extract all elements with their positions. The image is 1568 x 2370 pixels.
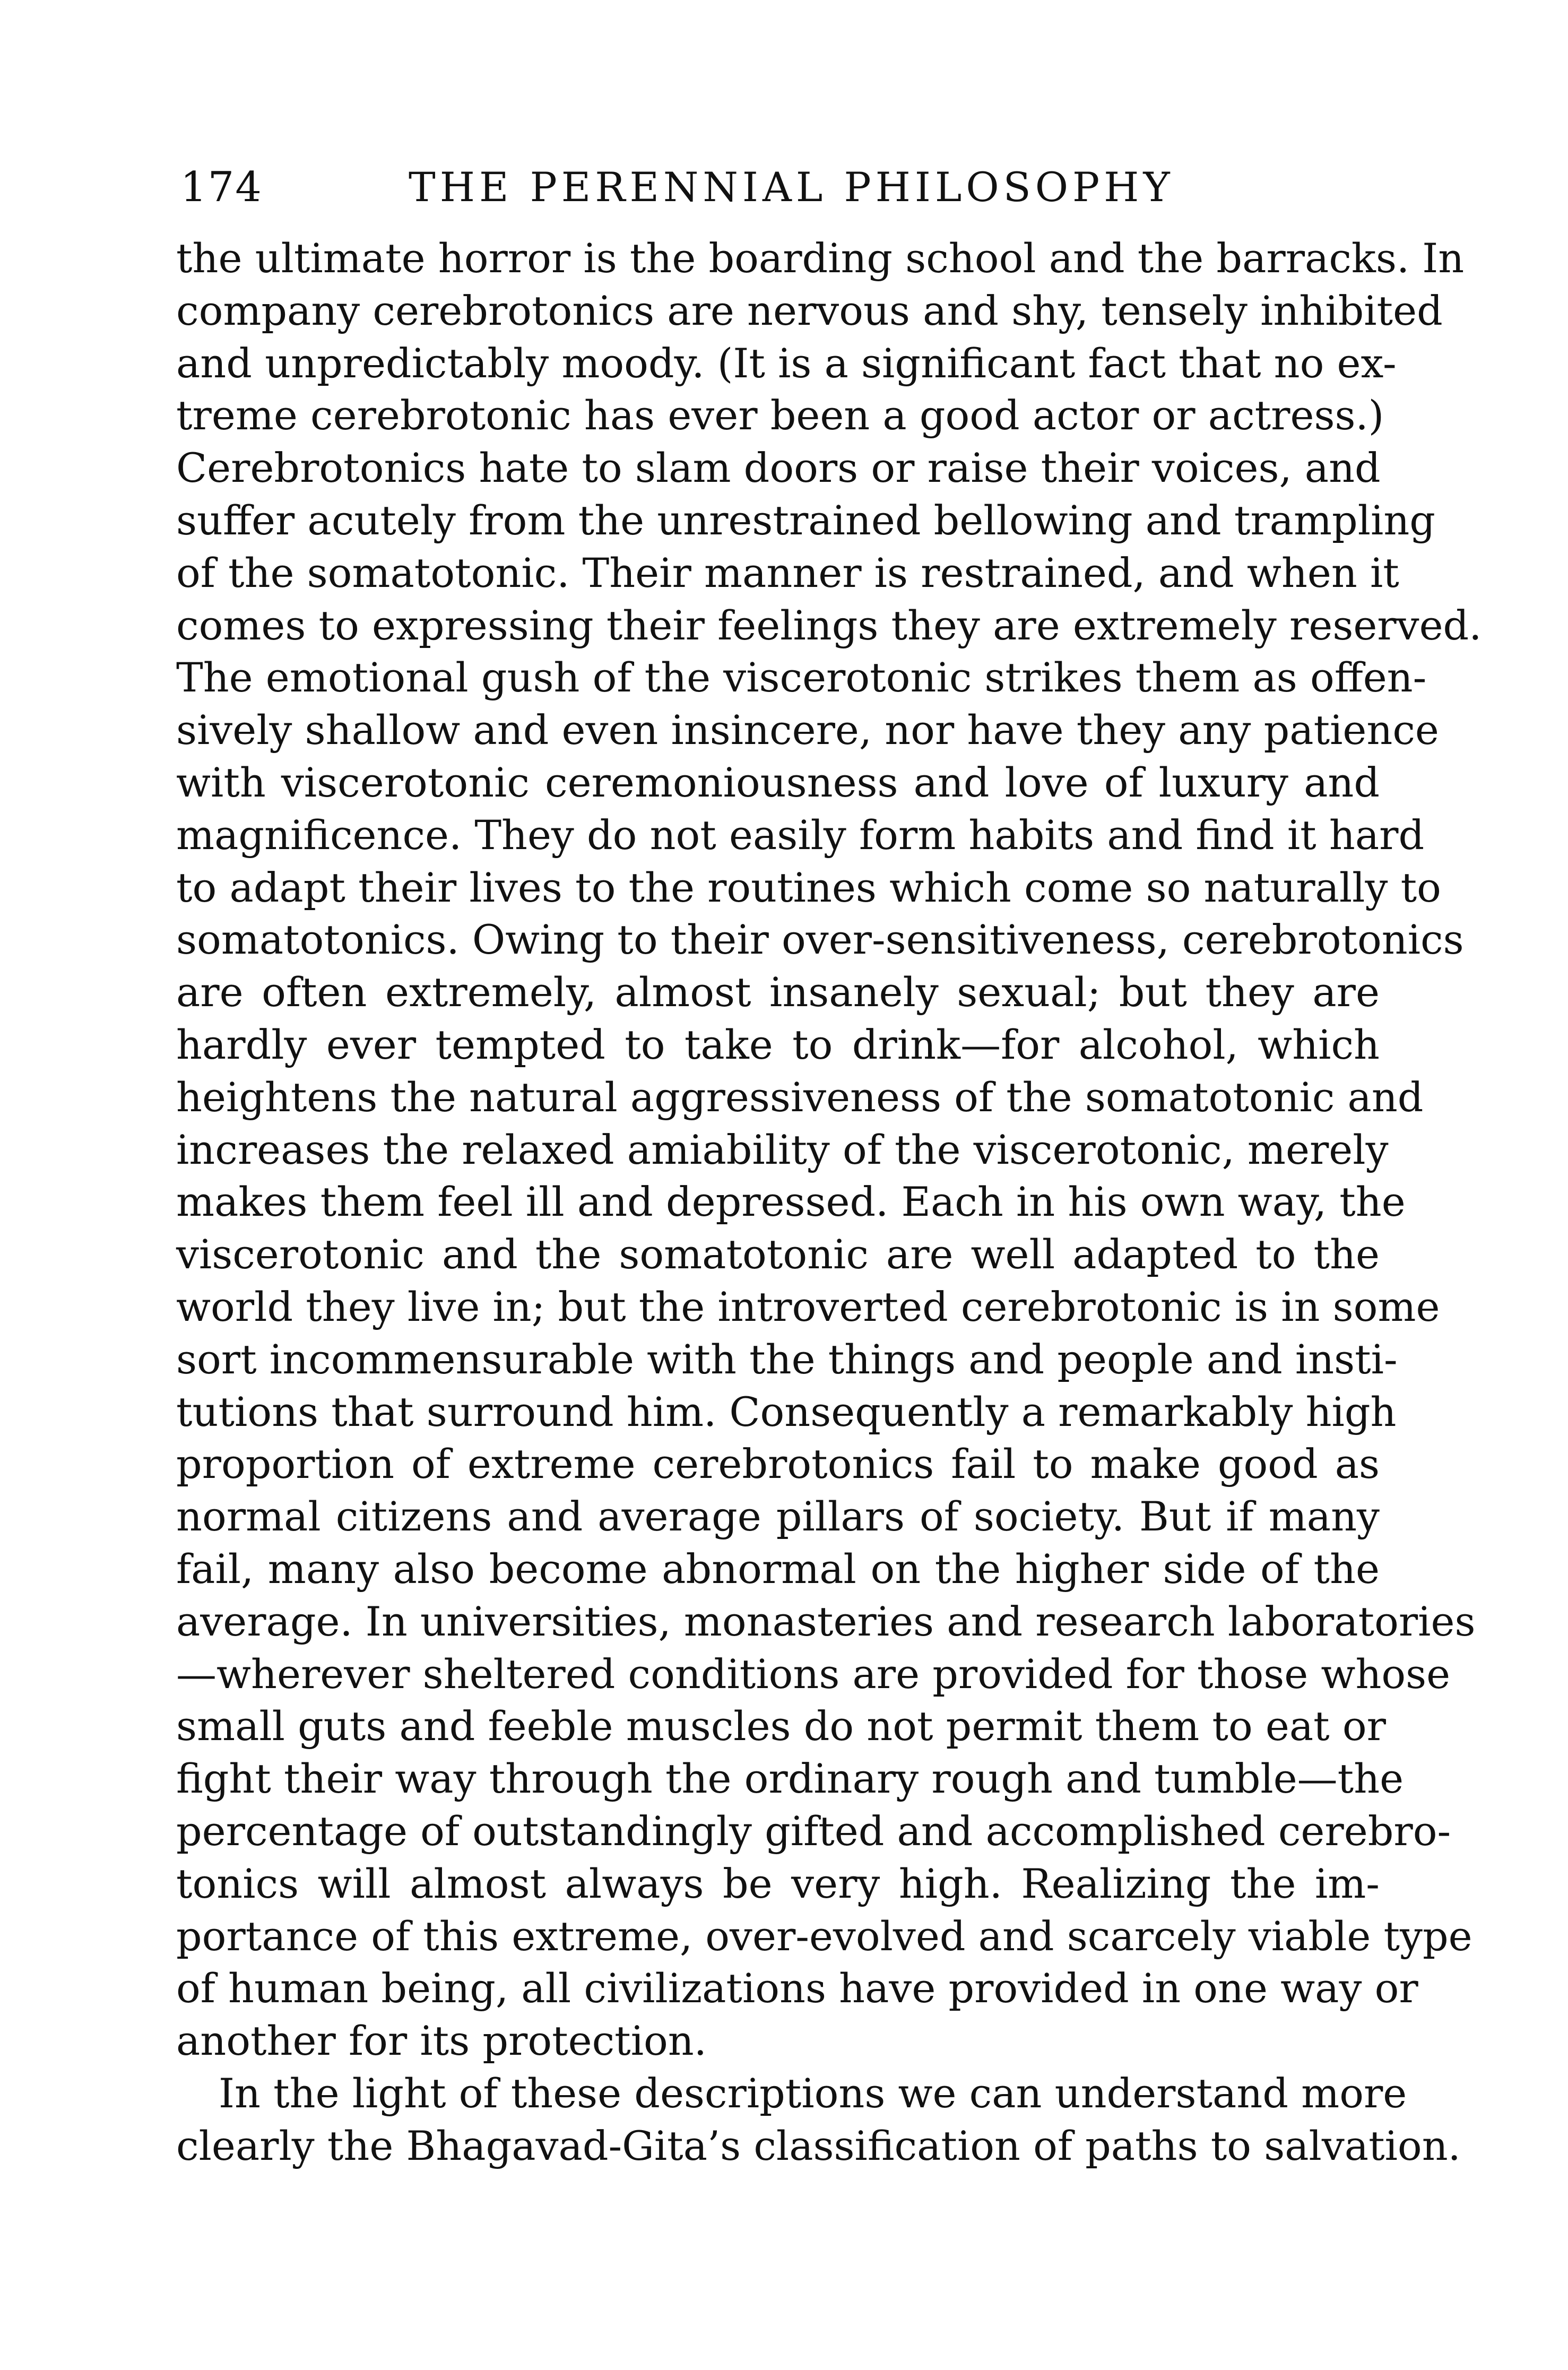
text-line: hardly ever tempted to take to drink—for alcohol, which bbox=[176, 1020, 1380, 1068]
text-line: tonics will almost always be very high. Realizing the im- bbox=[176, 1859, 1380, 1907]
text-line: the ultimate horror is the boarding school and the barracks. In bbox=[176, 235, 1465, 282]
text-line: suffer acutely from the unrestrained bellowing and trampling bbox=[176, 496, 1435, 544]
text-line: to adapt their lives to the routines which come so naturally to bbox=[176, 863, 1441, 911]
text-line: small guts and feeble muscles do not permit them to eat or bbox=[176, 1702, 1386, 1750]
paragraph-first-line: In the light of these descriptions we can understand more bbox=[219, 2069, 1407, 2117]
text-line: portance of this extreme, over-evolved and scarcely viable type bbox=[176, 1912, 1472, 1960]
text-line: with viscerotonic ceremoniousness and love of luxury and bbox=[176, 758, 1380, 806]
running-head bbox=[180, 158, 1380, 217]
text-line: comes to expressing their feelings they are extremely reserved. bbox=[176, 601, 1482, 649]
text-line: The emotional gush of the viscerotonic strikes them as offen- bbox=[176, 654, 1427, 702]
paragraph-end-line: another for its protection. bbox=[176, 2017, 707, 2065]
text-line: —wherever sheltered conditions are provided for those whose bbox=[176, 1650, 1451, 1698]
text-line: world they live in; but the introverted cerebrotonic is in some bbox=[176, 1283, 1440, 1330]
page-number: 174 bbox=[180, 163, 263, 211]
text-line: normal citizens and average pillars of society. But if many bbox=[176, 1493, 1380, 1541]
text-line: viscerotonic and the somatotonic are well adapted to the bbox=[176, 1231, 1380, 1278]
running-title: THE PERENNIAL PHILOSOPHY bbox=[409, 163, 1174, 211]
text-line: are often extremely, almost insanely sexual; but they are bbox=[176, 968, 1380, 1016]
text-line: sort incommensurable with the things and people and insti- bbox=[176, 1335, 1398, 1383]
text-line: sively shallow and even insincere, nor have they any patience bbox=[176, 706, 1439, 754]
text-line: makes them feel ill and depressed. Each in his own way, the bbox=[176, 1178, 1406, 1226]
text-line: treme cerebrotonic has ever been a good actor or actress.) bbox=[176, 392, 1384, 439]
text-line: proportion of extreme cerebrotonics fail to make good as bbox=[176, 1440, 1380, 1488]
text-line: average. In universities, monasteries and research laboratories bbox=[176, 1597, 1476, 1645]
text-line: somatotonics. Owing to their over-sensitiveness, cerebrotonics bbox=[176, 916, 1464, 964]
text-line: heightens the natural aggressiveness of the somatotonic and bbox=[176, 1073, 1424, 1121]
text-line: clearly the Bhagavad-Gita’s classification of paths to salvation. bbox=[176, 2122, 1461, 2169]
text-line: and unpredictably moody. (It is a significant fact that no ex- bbox=[176, 339, 1397, 387]
text-line: magnificence. They do not easily form habits and find it hard bbox=[176, 811, 1425, 859]
text-line: fail, many also become abnormal on the higher side of the bbox=[176, 1545, 1380, 1593]
text-line: increases the relaxed amiability of the viscerotonic, merely bbox=[176, 1126, 1389, 1173]
text-line: of the somatotonic. Their manner is restrained, and when it bbox=[176, 549, 1399, 596]
body-text bbox=[176, 232, 1482, 2172]
text-line: fight their way through the ordinary rough and tumble—the bbox=[176, 1755, 1404, 1803]
text-line: Cerebrotonics hate to slam doors or raise their voices, and bbox=[176, 444, 1381, 492]
text-line: of human being, all civilizations have provided in one way or bbox=[176, 1965, 1418, 2012]
text-line: tutions that surround him. Consequently a remarkably high bbox=[176, 1388, 1397, 1435]
text-line: company cerebrotonics are nervous and shy, tensely inhibited bbox=[176, 287, 1443, 334]
text-line: percentage of outstandingly gifted and accomplished cerebro- bbox=[176, 1807, 1451, 1855]
